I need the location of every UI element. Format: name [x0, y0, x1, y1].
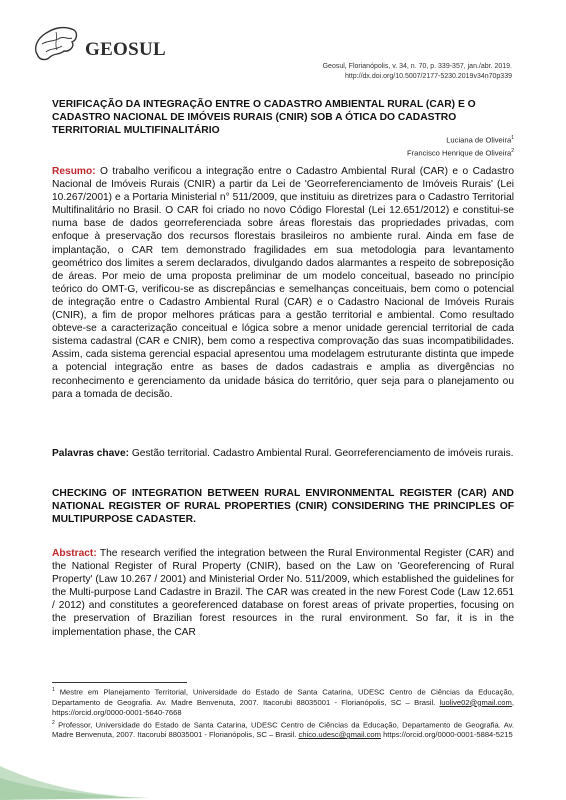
- author-1: [407, 133, 514, 146]
- footnote-mark: 1: [52, 687, 55, 693]
- abstract-paragraph: [52, 547, 514, 639]
- footnote-mark: 2: [52, 719, 55, 726]
- citation-line: Geosul, Florianópolis, v. 34, n. 70, p. 339-357, jan./abr. 2019.: [322, 63, 512, 70]
- keywords-label: Palavras chave:: [52, 448, 130, 459]
- footnote-orcid[interactable]: https://orcid.org/0000-0001-5884-5215: [380, 730, 513, 740]
- footnote-orcid[interactable]: , https://orcid.org/0000-0001-5640-7668: [52, 697, 514, 717]
- doi-link[interactable]: http://dx.doi.org/10.5007/2177-5230.2019v34n70p339: [345, 73, 512, 80]
- resumo-text: O trabalho verificou a integração entre o Cadastro Ambiental Rural (CAR) e o Cadastro Nacional de Imóveis Rurais (CNIR) a partir da Lei de 'Georreferenciamento de Imóveis Rurais' (Lei 10.267/2001) e a Portaria Ministerial n° 511/2009, que instituiu as diretrizes para o Cadastro Territorial Multifinalitário no Brasil. O CAR foi criado no novo Código Florestal (Lei 12.651/2012) e constitui-se numa base de dados georreferenciada sobre áreas florestais das propriedades privadas, com enfoque à preservação dos recursos florestais brasileiros no ambiente rural. Ainda em fase de implantação, o CAR tem demonstrado fragilidades em sua metodologia para levantamento geométrico dos limites a serem declarados, divulgando dados alarmantes a respeito de sobreposição de áreas. Por meio de uma proposta preliminar de um modelo conceitual, baseado no princípio teórico do OMT-G, verificou-se as discrepâncias e semelhanças conceituais, bem como o potencial de integração entre o Cadastro Ambiental Rural (CAR) e o Cadastro Nacional de Imóveis Rurais (CNIR), a fim de propor melhores práticas para a gestão territorial e ambiental. Como resultado obteve-se a caracterização conceitual e lógica sobre a menor unidade gerencial territorial de cada sistema cadastral (CAR e CNIR), bem como a respectiva comprovação das suas incompatibilidades. Assim, cada sistema gerencial espacial apresentou uma modelagem estruturante distinta que impede a potencial integração entre as bases de dados cadastrais e amplia as divergências no reconhecimento e gerenciamento da unidade básica do território, quer seja para o planejamento ou para a tomada de decisão.: [52, 166, 514, 400]
- resumo-paragraph: [52, 165, 514, 401]
- author-footnote-mark[interactable]: 2: [511, 147, 514, 154]
- footnote-1: [52, 685, 514, 718]
- journal-logo: [30, 22, 170, 72]
- author-name: Luciana de Oliveira: [446, 135, 512, 145]
- paper-title-en: CHECKING OF INTEGRATION BETWEEN RURAL ENVIRONMENTAL REGISTER (CAR) AND NATIONAL REGISTER OF RURAL PROPERTIES (CNIR) CONSIDERING THE PRINCIPLES OF MULTIPURPOSE CADASTER.: [52, 488, 514, 525]
- author-2: [407, 146, 514, 159]
- footnote-email-link[interactable]: luolive02@gmail.com: [439, 697, 512, 707]
- page-header: [30, 22, 536, 80]
- paper-title-pt: VERIFICAÇÃO DA INTEGRAÇÃO ENTRE O CADASTRO AMBIENTAL RURAL (CAR) E O CADASTRO NACIONAL DE IMÓVEIS RURAIS (CNIR) SOB A ÓTICA DO CADASTRO TERRITORIAL MULTIFINALITÁRIO: [52, 99, 476, 136]
- resumo-label: Resumo:: [52, 166, 96, 177]
- logo-map-icon: [30, 22, 82, 72]
- author-footnote-mark[interactable]: 1: [511, 135, 514, 141]
- footnote-text: Professor, Universidade do Estado de Santa Catarina, UDESC Centro de Ciências da Educação, Departamento de Geografia. Av. Madre Benvenuta, 2007. Itacorubi 88035001 - Florianópolis, SC – Brasil.: [52, 720, 514, 740]
- abstract-text: The research verified the integration between the Rural Environmental Register (CAR) and the National Register of Rural Property (CNIR), based on the Law on 'Georeferencing of Rural Property' (Law 10.267 / 2001) and Ministerial Order No. 511/2009, which established the guidelines for the Multi-purpose Land Cadastre in Brazil. The CAR was created in the new Forest Code (Law 12.651 / 2012) and constitutes a georeferenced database on forest areas of private properties, focusing on the preservation of Brazilian forest resources in the rural environment. So far, it is in the implementation phase, the CAR: [52, 548, 514, 638]
- author-list: [407, 133, 514, 158]
- footnote-divider: [52, 682, 187, 683]
- logo-text: GEOSUL: [85, 39, 166, 60]
- footer-wave-decoration: [0, 740, 566, 800]
- footnote-text: Mestre em Planejamento Territorial, Universidade do Estado de Santa Catarina, UDESC Centro de Ciências da Educação, Departamento de Geografia. Av. Madre Benvenuta, 2007. Itacorubi 88035001 - Florianópolis, SC – Brasil.: [52, 687, 514, 707]
- footnotes: [52, 685, 514, 740]
- keywords-paragraph: [52, 447, 514, 460]
- footnote-email-link[interactable]: chico.udesc@gmail.com: [298, 730, 381, 740]
- footnote-2: [52, 718, 514, 741]
- keywords-text: Gestão territorial. Cadastro Ambiental Rural. Georreferenciamento de imóveis rurais.: [131, 448, 514, 459]
- abstract-label: Abstract:: [52, 548, 97, 559]
- citation-block: [323, 62, 512, 82]
- author-name: Francisco Henrique de Oliveira: [406, 148, 512, 158]
